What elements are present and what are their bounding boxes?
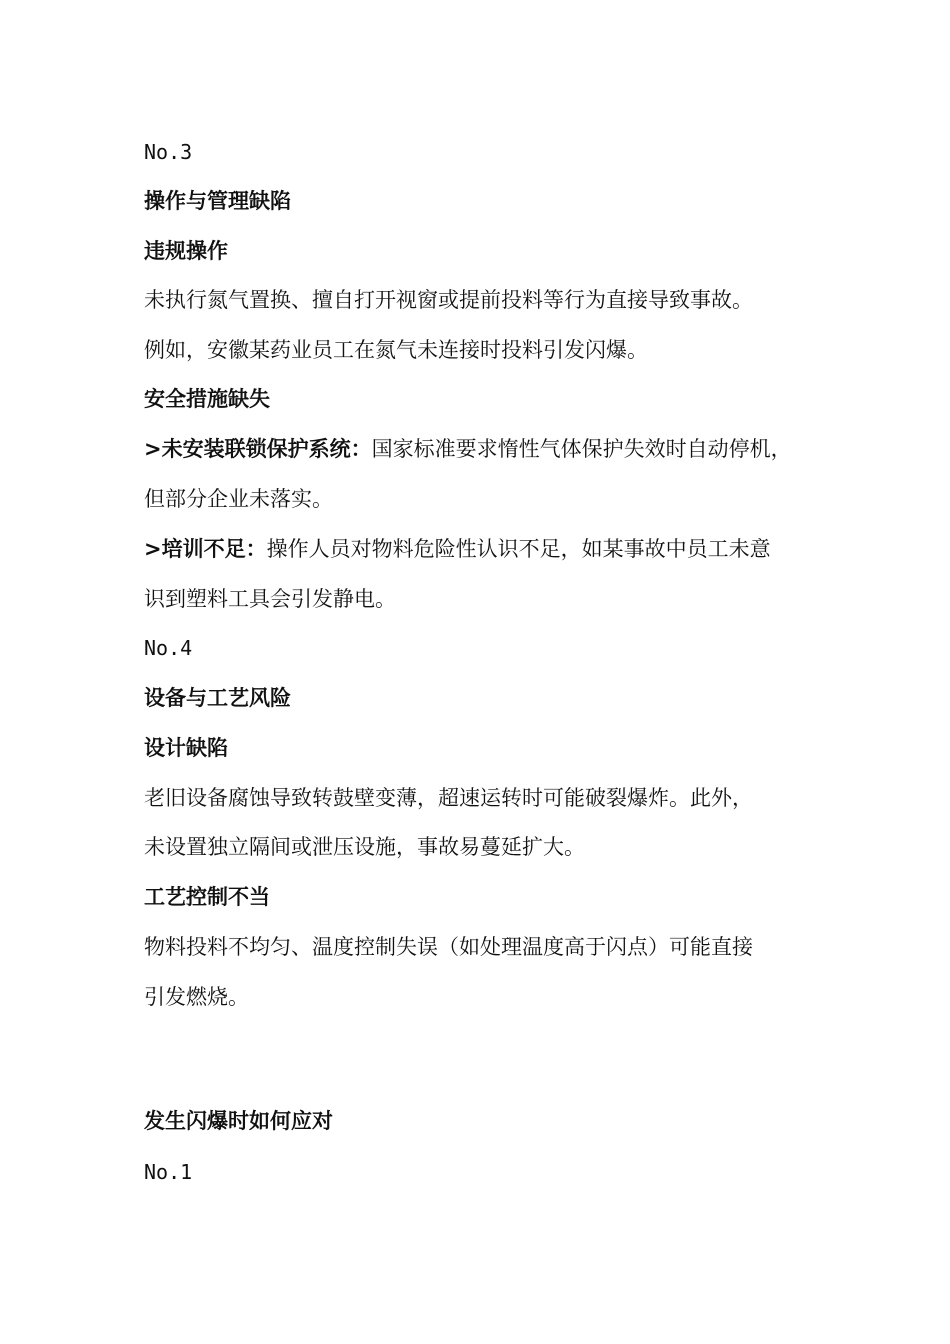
paragraph-line: 物料投料不均匀、温度控制失误（如处理温度高于闪点）可能直接	[144, 935, 753, 959]
list-item	[144, 535, 771, 563]
list-item	[144, 435, 792, 463]
paragraph-line: 未设置独立隔间或泄压设施，事故易蔓延扩大。	[144, 835, 585, 859]
subsection-heading: 工艺控制不当	[144, 885, 270, 909]
subsection-heading: 安全措施缺失	[144, 387, 270, 411]
paragraph-line: 未执行氮气置换、擅自打开视窗或提前投料等行为直接导致事故。	[144, 288, 753, 312]
section-heading: 发生闪爆时如何应对	[144, 1109, 333, 1133]
list-item-text: 国家标准要求惰性气体保护失效时自动停机，	[371, 437, 792, 461]
list-item-label: >未安装联锁保护系统：	[144, 437, 372, 461]
section-number: No.4	[144, 636, 193, 660]
section-heading: 操作与管理缺陷	[144, 189, 291, 213]
section-number: No.3	[144, 140, 193, 164]
list-item-text: 操作人员对物料危险性认识不足，如某事故中员工未意	[266, 537, 771, 561]
subsection-heading: 违规操作	[144, 239, 228, 263]
section-heading: 设备与工艺风险	[144, 686, 291, 710]
paragraph-line: 但部分企业未落实。	[144, 487, 333, 511]
paragraph-line: 例如，安徽某药业员工在氮气未连接时投料引发闪爆。	[144, 338, 648, 362]
paragraph-line: 老旧设备腐蚀导致转鼓壁变薄，超速运转时可能破裂爆炸。此外，	[144, 786, 753, 810]
section-number: No.1	[144, 1160, 193, 1184]
list-item-label: >培训不足：	[144, 537, 267, 561]
subsection-heading: 设计缺陷	[144, 736, 228, 760]
paragraph-line: 识到塑料工具会引发静电。	[144, 587, 396, 611]
paragraph-line: 引发燃烧。	[144, 985, 249, 1009]
